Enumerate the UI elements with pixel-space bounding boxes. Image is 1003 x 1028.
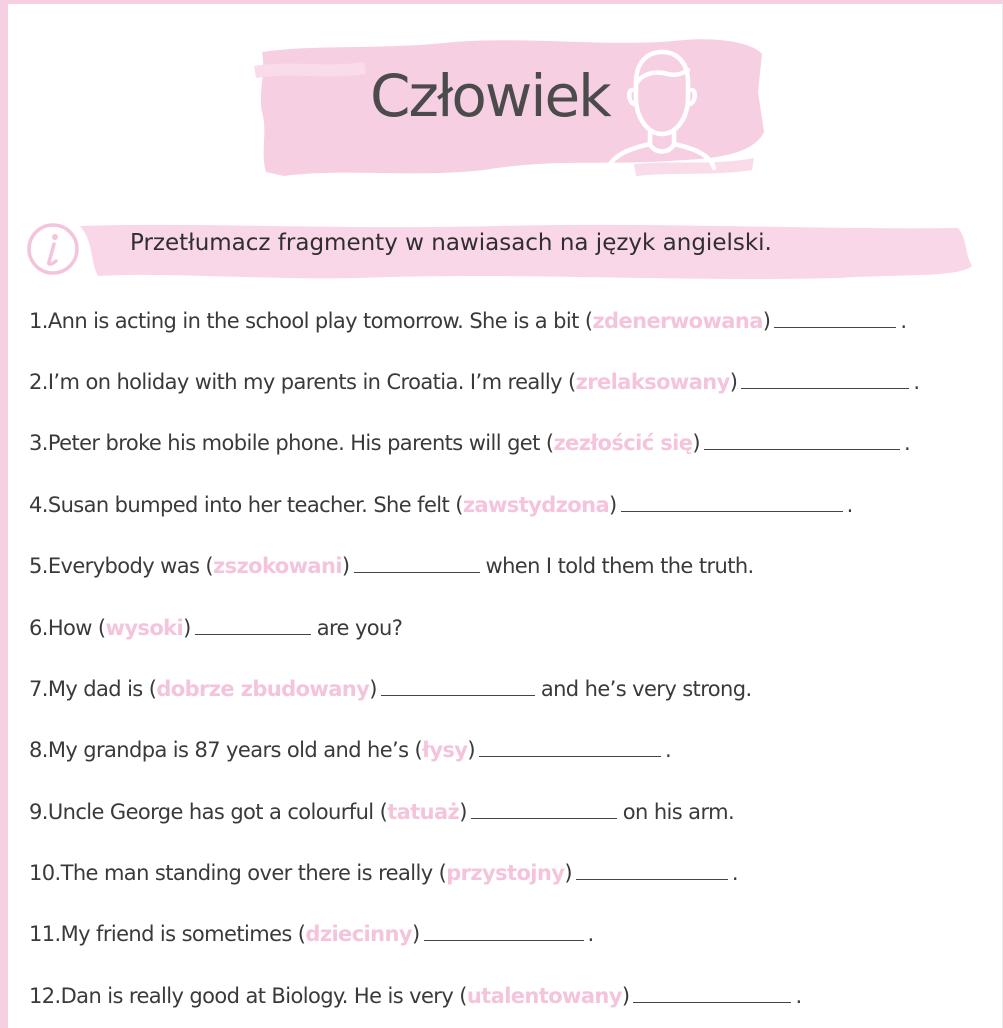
exercise-hint: tatuaż xyxy=(387,800,460,824)
exercise-hint: wysoki xyxy=(105,616,184,640)
exercise-tail: and he’s very strong. xyxy=(540,677,752,701)
info-icon xyxy=(26,222,80,276)
exercise-tail: . xyxy=(731,861,738,885)
exercise-text: I’m on holiday with my parents in Croatia. I’m really ( xyxy=(47,370,576,394)
exercise-text: My grandpa is 87 years old and he’s ( xyxy=(47,738,423,762)
exercise-tail: are you? xyxy=(316,616,403,640)
exercise-hint: zezłościć się xyxy=(553,431,693,455)
exercise-2 xyxy=(29,370,919,394)
exercise-hint: zdenerwowana xyxy=(592,309,763,333)
exercise-3 xyxy=(29,431,910,455)
exercise-8 xyxy=(29,738,671,762)
exercise-hint: łysy xyxy=(422,738,468,762)
instruction-text: Przetłumacz fragmenty w nawiasach na język angielski. xyxy=(130,230,772,256)
exercise-hint: przystojny xyxy=(446,861,565,885)
exercise-hint: dobrze zbudowany xyxy=(156,677,370,701)
exercise-number: 3. xyxy=(29,431,48,455)
exercise-tail: on his arm. xyxy=(622,800,735,824)
exercise-4 xyxy=(29,493,853,517)
exercise-tail: . xyxy=(846,493,853,517)
exercise-number: 7. xyxy=(29,677,48,701)
answer-blank[interactable] xyxy=(633,984,791,1003)
exercise-text: Susan bumped into her teacher. She felt ( xyxy=(47,493,463,517)
exercise-paren: ) xyxy=(692,431,700,455)
exercise-paren: ) xyxy=(762,309,771,333)
exercise-text: Uncle George has got a colourful ( xyxy=(47,800,388,824)
exercise-paren: ) xyxy=(411,922,420,946)
exercise-6 xyxy=(29,616,402,640)
answer-blank[interactable] xyxy=(704,431,900,450)
exercise-paren: ) xyxy=(341,554,350,578)
exercise-10 xyxy=(29,861,738,885)
person-bust-icon xyxy=(602,44,718,170)
answer-blank[interactable] xyxy=(381,677,535,696)
exercise-number: 6. xyxy=(29,616,48,640)
exercise-paren: ) xyxy=(459,800,467,824)
answer-blank[interactable] xyxy=(424,922,584,941)
exercise-number: 2. xyxy=(29,370,48,394)
exercise-text: Everybody was ( xyxy=(47,554,213,578)
exercise-text: My friend is sometimes ( xyxy=(60,922,306,946)
exercise-tail: . xyxy=(665,738,672,762)
exercise-text: Ann is acting in the school play tomorrow. She is a bit ( xyxy=(47,309,593,333)
exercise-1 xyxy=(29,309,906,333)
exercise-hint: utalentowany xyxy=(466,984,622,1008)
answer-blank[interactable] xyxy=(741,370,909,389)
exercise-paren: ) xyxy=(183,616,191,640)
answer-blank[interactable] xyxy=(479,738,661,757)
answer-blank[interactable] xyxy=(471,800,617,819)
exercise-paren: ) xyxy=(609,493,617,517)
exercise-text: The man standing over there is really ( xyxy=(60,861,447,885)
worksheet-title: Człowiek xyxy=(370,62,610,130)
answer-blank[interactable] xyxy=(774,309,896,328)
exercise-tail: . xyxy=(913,370,920,394)
exercise-tail: . xyxy=(587,922,594,946)
exercise-paren: ) xyxy=(729,370,738,394)
exercise-tail: . xyxy=(904,431,911,455)
exercise-number: 8. xyxy=(29,738,48,762)
exercise-tail: . xyxy=(795,984,802,1008)
exercise-number: 9. xyxy=(29,800,48,824)
exercise-7 xyxy=(29,677,752,701)
exercise-12 xyxy=(29,984,802,1008)
exercise-tail: . xyxy=(900,309,907,333)
exercise-paren: ) xyxy=(369,677,377,701)
exercise-number: 4. xyxy=(29,493,48,517)
exercise-text: My dad is ( xyxy=(47,677,157,701)
exercise-paren: ) xyxy=(467,738,475,762)
exercise-9 xyxy=(29,800,734,824)
exercise-text: Dan is really good at Biology. He is very ( xyxy=(60,984,467,1008)
exercise-number: 5. xyxy=(29,554,48,578)
answer-blank[interactable] xyxy=(576,861,728,880)
exercise-hint: zszokowani xyxy=(213,554,342,578)
exercise-text: How ( xyxy=(47,616,106,640)
exercise-5 xyxy=(29,554,754,578)
exercise-number: 11. xyxy=(29,922,61,946)
exercise-number: 1. xyxy=(29,309,48,333)
exercise-tail: when I told them the truth. xyxy=(485,554,754,578)
exercise-11 xyxy=(29,922,594,946)
exercise-paren: ) xyxy=(621,984,630,1008)
exercise-text: Peter broke his mobile phone. His parents will get ( xyxy=(47,431,554,455)
exercise-hint: dziecinny xyxy=(305,922,412,946)
exercise-hint: zawstydzona xyxy=(462,493,610,517)
exercise-paren: ) xyxy=(564,861,572,885)
exercise-hint: zrelaksowany xyxy=(575,370,730,394)
answer-blank[interactable] xyxy=(354,554,480,573)
answer-blank[interactable] xyxy=(621,493,843,512)
exercise-number: 12. xyxy=(29,984,61,1008)
exercise-number: 10. xyxy=(29,861,61,885)
answer-blank[interactable] xyxy=(195,616,311,635)
